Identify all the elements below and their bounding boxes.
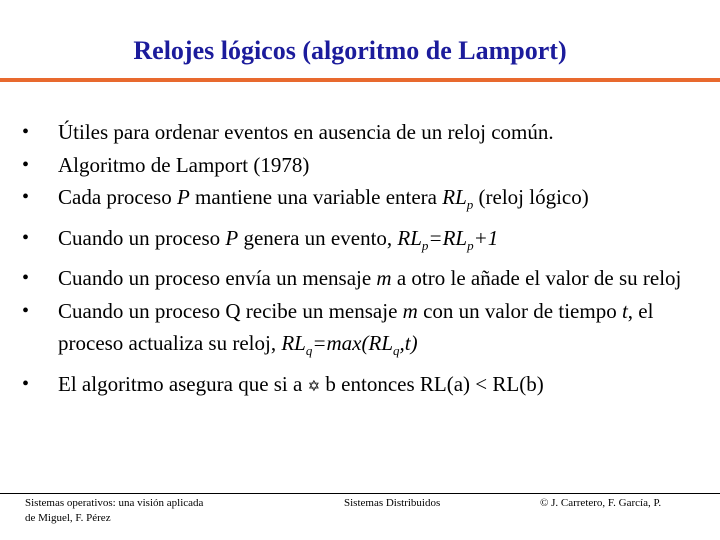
bullet-item (22, 295, 702, 368)
bullet-text: Cuando un proceso envía un mensaje m a otro le añade el valor de su reloj (58, 266, 682, 291)
bullet-text: Cuando un proceso Q recibe un mensaje m con un valor de tiempo t, el proceso actualiza su reloj, $RL_q=\max(RL_q,t)$ (58, 298, 654, 359)
footer-left-line1: Sistemas operativos: una visión aplicada (25, 497, 204, 509)
slide-title: Relojes lógicos (algoritmo de Lamport) (133, 36, 567, 65)
bullet-icon: • (22, 121, 30, 143)
bullet-text: Cuando un proceso P genera un evento, $RL_p=RL_p+1$ (58, 225, 499, 253)
bullet-icon: • (22, 299, 30, 322)
bullet-list (22, 116, 702, 404)
bullet-item (22, 368, 702, 404)
formula: $RL_q=\max(RL_q,t)$ (281, 331, 418, 359)
formula: $RL_p=RL_p+1$ (397, 225, 499, 253)
bullet-icon: • (22, 186, 30, 208)
footer-divider (0, 493, 720, 494)
footer-section: Sistemas Distribuidos (344, 497, 441, 509)
bullet-icon: • (22, 373, 30, 396)
title-divider (0, 78, 720, 82)
footer-left-line2: de Miguel, F. Pérez (25, 512, 111, 524)
bullet-icon: • (22, 153, 30, 176)
bullet-text: Algoritmo de Lamport (1978) (58, 152, 310, 177)
footer-book-credit (25, 496, 255, 526)
bullet-text: Útiles para ordenar eventos en ausencia de un reloj común. (58, 120, 554, 144)
bullet-item (22, 262, 702, 295)
bullet-icon: • (22, 226, 30, 249)
bullet-item (22, 181, 702, 222)
footer-copyright: © J. Carretero, F. García, P. (540, 497, 662, 509)
bullet-icon: • (22, 267, 30, 290)
star-of-david-icon: ✡ (307, 379, 321, 396)
bullet-item (22, 222, 702, 263)
bullet-item (22, 116, 702, 149)
bullet-text: Cada proceso P mantiene una variable entera $RL_p$ (reloj lógico) (58, 185, 589, 213)
bullet-text: El algoritmo asegura que si a ✡ b entonces RL(a) < RL(b) (58, 372, 544, 397)
bullet-item (22, 149, 702, 182)
